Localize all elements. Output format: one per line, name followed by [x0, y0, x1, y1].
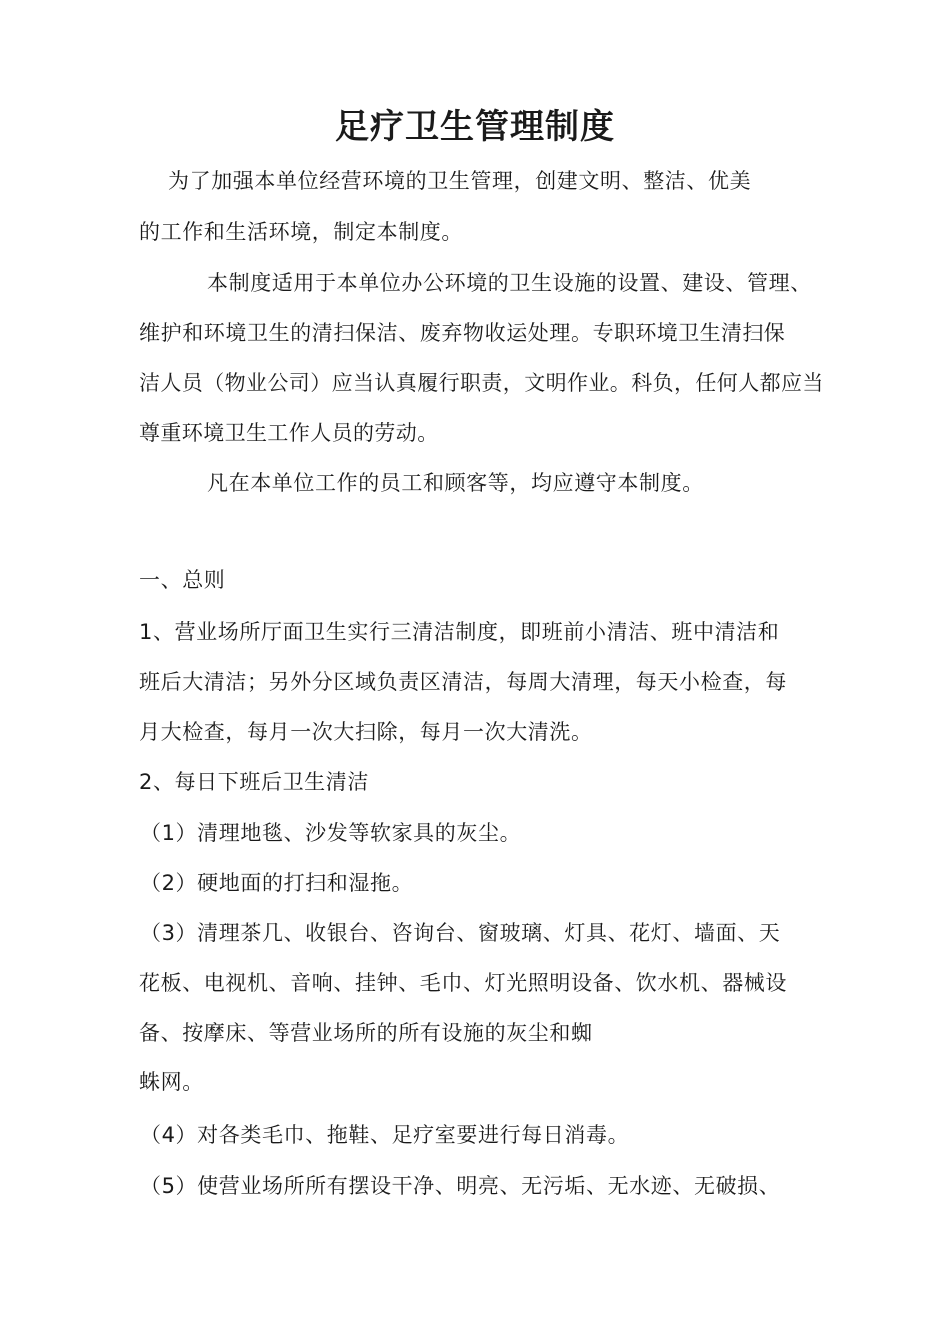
intro-paragraph-2-line-2-serif: 维护和环境卫生的清扫保洁、废弃物收运处理。 — [139, 321, 593, 345]
sub-item-2 — [140, 868, 413, 898]
sub-item-4-number: （4） — [140, 1123, 198, 1147]
intro-paragraph-2-line-2-sans: 专职环境卫生清扫保 — [592, 321, 786, 345]
intro-paragraph-1-line-2: 的工作和生活环境，制定本制度。 — [139, 220, 463, 244]
intro-paragraph-2-line-4: 尊重环境卫生工作人员的劳动。 — [139, 421, 439, 445]
sub-item-4 — [140, 1120, 629, 1150]
section-heading: 一、总则 — [139, 568, 226, 592]
intro-paragraph-1-line-1: 为了加强本单位经营环境的卫生管理，创建文明、整洁、优美 — [168, 169, 752, 193]
item-2-number: 2 — [139, 770, 153, 794]
sub-item-2-number: （2） — [140, 871, 198, 895]
sub-item-3-line-4: 蛛网。 — [139, 1070, 204, 1094]
sub-item-5-text: 使营业场所所有摆设干净、明亮、无污垢、无水迹、无破损、 — [197, 1174, 781, 1198]
intro-paragraph-2-line-2 — [139, 318, 785, 348]
item-1-text: 、营业场所厅面卫生实行三清洁制度，即班前小清洁、班中清洁和 — [152, 620, 780, 644]
item-1-line-3: 月大检查，每月一次大扫除，每月一次大清洗。 — [139, 720, 593, 744]
item-1-line-2: 班后大清洁；另外分区域负责区清洁，每周大清理，每天小检查，每 — [139, 670, 787, 694]
sub-item-3-text: 清理茶几、收银台、咨询台、窗玻璃、灯具、花灯、墙面、天 — [197, 921, 781, 945]
sub-item-2-text: 硬地面的打扫和湿拖。 — [197, 871, 414, 895]
sub-item-3-line-1 — [140, 918, 780, 948]
intro-paragraph-3-line-1: 凡在本单位工作的员工和顾客等，均应遵守本制度。 — [207, 471, 704, 495]
sub-item-5 — [140, 1171, 780, 1201]
item-1-line-1 — [139, 617, 779, 647]
intro-paragraph-2-line-3: 洁人员（物业公司）应当认真履行职责，文明作业。科负，任何人都应当 — [139, 371, 824, 395]
document-title: 足疗卫生管理制度 — [335, 107, 615, 147]
sub-item-1-text: 清理地毯、沙发等软家具的灰尘。 — [197, 821, 522, 845]
item-2-line-1 — [139, 767, 369, 797]
sub-item-3-line-2: 花板、电视机、音响、挂钟、毛巾、灯光照明设备、饮水机、器械设 — [139, 971, 787, 995]
sub-item-3-number: （3） — [140, 921, 198, 945]
intro-paragraph-2-line-1: 本制度适用于本单位办公环境的卫生设施的设置、建设、管理、 — [207, 271, 812, 295]
sub-item-3-line-3: 备、按摩床、等营业场所的所有设施的灰尘和蜘 — [139, 1021, 593, 1045]
sub-item-1 — [140, 818, 521, 848]
item-2-text: 、每日下班后卫生清洁 — [152, 770, 369, 794]
sub-item-1-number: （1） — [140, 821, 198, 845]
item-1-number: 1 — [139, 620, 153, 644]
sub-item-4-text: 对各类毛巾、拖鞋、足疗室要进行每日消毒。 — [197, 1123, 630, 1147]
sub-item-5-number: （5） — [140, 1174, 198, 1198]
